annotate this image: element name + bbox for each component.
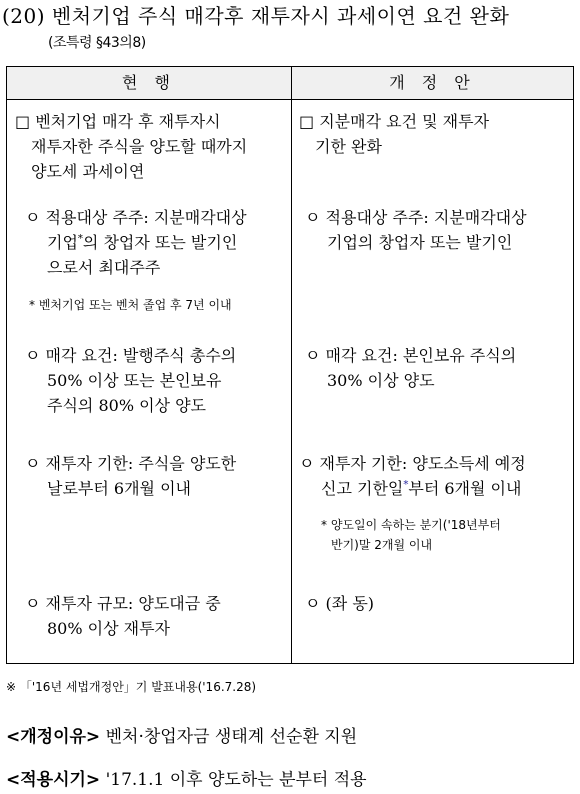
current-item-2-line-1: ㅇ 적용대상 주주: 지분매각대상: [25, 208, 247, 227]
reason-line: [6, 722, 357, 747]
revised-note-line-2: 반기)말 2개월 이내: [331, 538, 433, 552]
revised-item-4-line-1: ㅇ 재투자 기한: 양도소득세 예정: [299, 454, 526, 473]
revised-item-4: [299, 451, 526, 501]
current-item-2-text-b: 의 창업자 또는 발기인: [82, 233, 238, 252]
revised-item-1-line-1: □ 지분매각 요건 및 재투자: [299, 112, 490, 131]
revised-item-1: [299, 109, 489, 159]
current-item-3: [25, 343, 236, 418]
current-item-1-line-1: □ 벤처기업 매각 후 재투자시: [15, 112, 221, 131]
current-item-4: [25, 451, 236, 501]
revised-item-2: [305, 205, 527, 255]
revised-item-4-text-b: 부터 6개월 이내: [408, 479, 522, 498]
revised-item-4-text-a: 신고 기한일: [321, 479, 404, 498]
timing-line: [6, 765, 367, 790]
current-item-2-sup: *: [77, 233, 83, 245]
reason-label: <개정이유>: [6, 727, 101, 747]
current-item-1: [15, 109, 247, 184]
current-item-2-line-3: 으로서 최대주주: [47, 258, 161, 277]
timing-text: '17.1.1 이후 양도하는 분부터 적용: [105, 770, 367, 790]
current-item-5: [25, 591, 221, 641]
header-current: 현 행: [122, 73, 176, 92]
footnote: ※ 「'16년 세법개정안」기 발표내용('16.7.28): [6, 680, 257, 694]
reason-text: 벤처·창업자금 생태계 선순환 지원: [105, 727, 358, 747]
page-subtitle: (조특령 §43의8): [48, 35, 146, 51]
current-item-2-text-a: 기업: [47, 233, 78, 252]
revised-item-2-line-2: 기업의 창업자 또는 발기인: [327, 233, 513, 252]
revised-note: [321, 515, 501, 555]
revised-item-3-line-2: 30% 이상 양도: [327, 371, 435, 390]
table-header: [7, 67, 573, 100]
revised-item-4-sup: *: [403, 479, 409, 491]
revised-item-2-line-1: ㅇ 적용대상 주주: 지분매각대상: [305, 208, 527, 227]
current-item-3-line-1: ㅇ 매각 요건: 발행주식 총수의: [25, 346, 237, 365]
revised-item-5: ㅇ (좌 동): [305, 594, 375, 613]
current-item-2: [25, 205, 247, 280]
timing-label: <적용시기>: [6, 770, 101, 790]
current-item-2-line-2: [25, 230, 247, 255]
revised-item-3: [305, 343, 516, 393]
comparison-table: [6, 66, 574, 664]
revised-note-line-1: * 양도일이 속하는 분기('18년부터: [321, 518, 501, 532]
current-note: * 벤처기업 또는 벤처 졸업 후 7년 이내: [29, 298, 232, 312]
column-divider: [291, 67, 292, 663]
current-item-5-line-2: 80% 이상 재투자: [47, 619, 171, 638]
revised-item-4-line-2: [299, 476, 526, 501]
current-item-3-line-3: 주식의 80% 이상 양도: [47, 396, 207, 415]
revised-item-1-line-2: 기한 완화: [315, 137, 382, 156]
current-item-1-line-3: 양도세 과세이연: [31, 162, 145, 181]
current-item-1-line-2: 재투자한 주식을 양도할 때까지: [31, 137, 248, 156]
page-title: (20) 벤처기업 주식 매각후 재투자시 과세이연 요건 완화: [2, 4, 510, 28]
current-item-3-line-2: 50% 이상 또는 본인보유: [47, 371, 222, 390]
revised-item-3-line-1: ㅇ 매각 요건: 본인보유 주식의: [305, 346, 517, 365]
current-item-4-line-2: 날로부터 6개월 이내: [47, 479, 191, 498]
current-item-4-line-1: ㅇ 재투자 기한: 주식을 양도한: [25, 454, 237, 473]
header-revised: 개 정 안: [389, 73, 476, 92]
current-item-5-line-1: ㅇ 재투자 규모: 양도대금 중: [25, 594, 221, 613]
